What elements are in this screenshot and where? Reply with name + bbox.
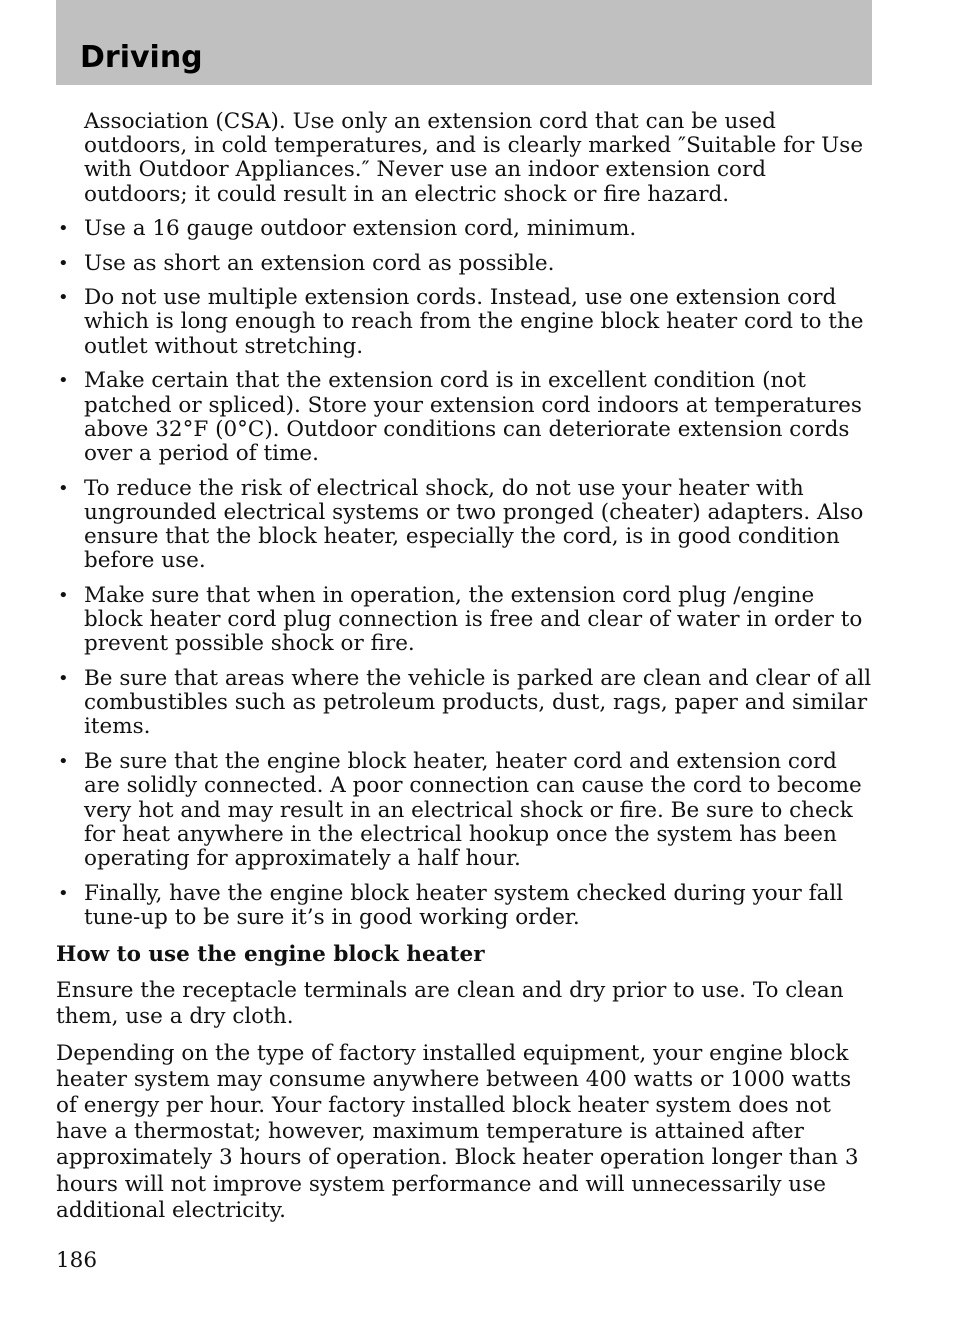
page-number: 186	[56, 1248, 98, 1273]
list-item-text: Make certain that the extension cord is in excellent condition (not patched or spliced). Store your extension cord indoors at temperatures above 32°F (0°C). Outdoor conditions can deteriorate extension cords over a period of time.	[84, 368, 862, 466]
section-title: Driving	[80, 40, 203, 75]
list-item	[56, 286, 876, 359]
list-item	[56, 667, 876, 740]
bullet-icon: •	[58, 370, 69, 392]
list-item-text: To reduce the risk of electrical shock, do not use your heater with ungrounded electrical systems or two pronged (cheater) adapters. Also ensure that the block heater, especially the cord, is in good condition before use.	[84, 475, 864, 574]
list-item-text: Use a 16 gauge outdoor extension cord, minimum.	[84, 215, 637, 241]
list-item	[56, 369, 876, 466]
section-heading: How to use the engine block heater	[56, 942, 485, 968]
list-item	[56, 477, 876, 574]
list-item	[56, 750, 876, 871]
list-item-text: Do not use multiple extension cords. Instead, use one extension cord which is long enough to reach from the engine block heater cord to the outlet without stretching.	[84, 285, 864, 359]
list-item	[56, 584, 876, 657]
body-paragraph: Depending on the type of factory installed equipment, your engine block heater system may consume anywhere between 400 watts or 1000 watts of energy per hour. Your factory installed block heater system does not have a thermostat; however, maximum temperature is attained after approximately 3 hours of operation. Block heater operation longer than 3 hours will not improve system performance and will unnecessarily use additional electricity.	[56, 1040, 859, 1223]
list-item	[56, 882, 876, 930]
bullet-icon: •	[58, 287, 69, 309]
bullet-icon: •	[58, 584, 69, 606]
list-item-text: Use as short an extension cord as possible.	[84, 250, 555, 276]
bullet-icon: •	[58, 668, 69, 690]
list-item-text: Make sure that when in operation, the extension cord plug /engine block heater cord plug connection is free and clear of water in order to prevent possible shock or fire.	[84, 582, 863, 657]
list-item-text: Be sure that areas where the vehicle is parked are clean and clear of all combustibles such as petroleum products, dust, rags, paper and similar items.	[84, 666, 872, 740]
list-item	[56, 217, 876, 241]
list-item	[56, 252, 876, 276]
body-paragraph: Ensure the receptacle terminals are clean and dry prior to use. To clean them, use a dry cloth.	[56, 978, 844, 1030]
bullet-icon: •	[58, 217, 69, 239]
list-item-text: Finally, have the engine block heater system checked during your fall tune-up to be sure it’s in good working order.	[84, 880, 844, 930]
safety-bullet-list	[56, 217, 876, 930]
page-content	[56, 110, 876, 1234]
list-item-text: Be sure that the engine block heater, heater cord and extension cord are solidly connected. A poor connection can cause the cord to become very hot and may result in an electrical shock or fire. Be sure to check for heat anywhere in the electrical hookup once the system has been operating for approximately a half hour.	[84, 749, 862, 871]
continuation-paragraph: Association (CSA). Use only an extension cord that can be used outdoors, in cold temperatures, and is clearly marked ″Suitable for Use with Outdoor Appliances.″ Never use an indoor extension cord outdoors; it could result in an electric shock or fire hazard.	[84, 109, 864, 207]
section-header-band	[56, 0, 872, 85]
bullet-icon: •	[58, 252, 69, 274]
bullet-icon: •	[58, 751, 69, 773]
bullet-icon: •	[58, 882, 69, 904]
bullet-icon: •	[58, 477, 69, 499]
